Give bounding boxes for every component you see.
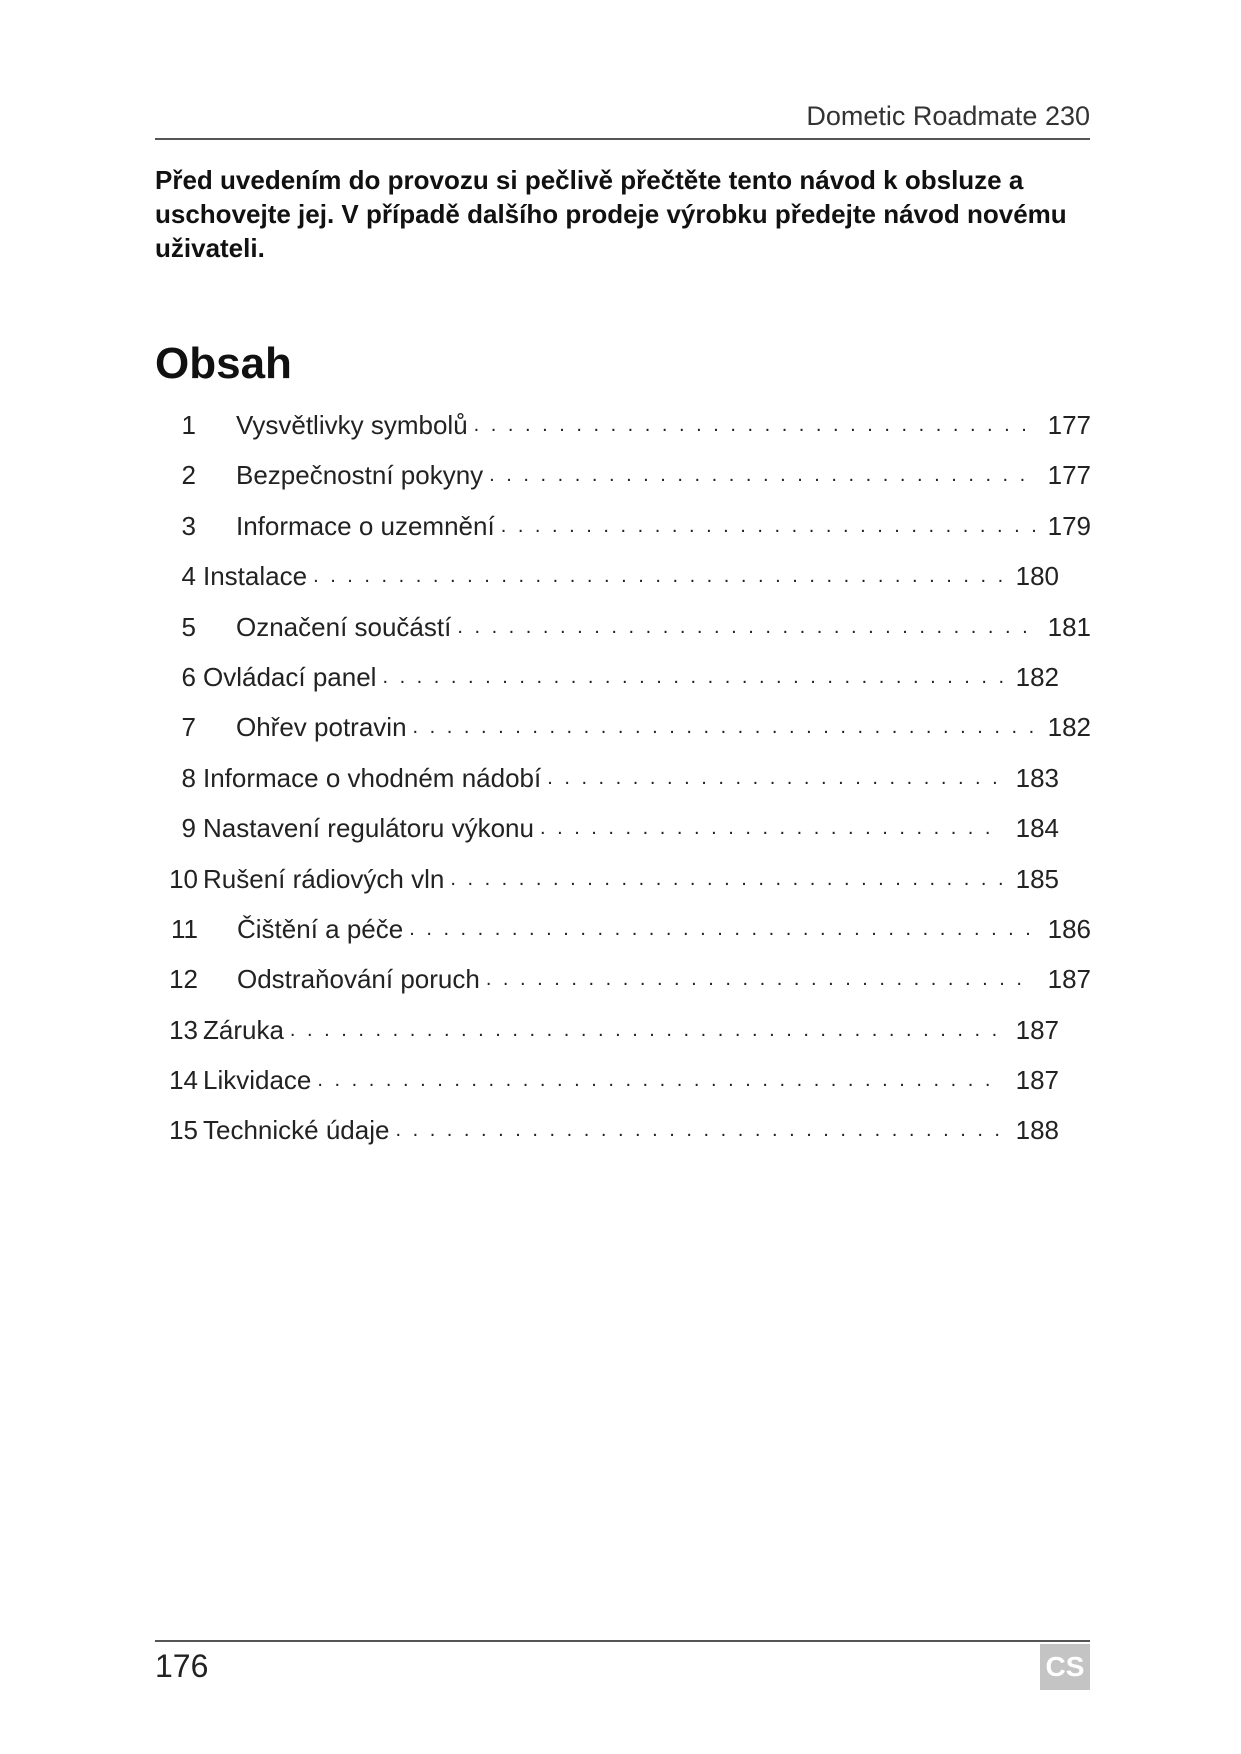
toc-entry-title: Informace o vhodném nádobí [203,762,542,793]
toc-entry-5[interactable] [0,611,1241,661]
toc-leader-dots [382,661,1003,693]
toc-entry-number: 14 [169,1065,198,1096]
toc-leader-dots [413,711,1035,743]
toc-entry-14[interactable] [0,1064,1241,1114]
toc-entry-8[interactable] [0,762,1241,812]
language-badge: CS [1040,1644,1090,1690]
toc-entry-page: 182 [1047,712,1091,743]
toc-entry-page: 177 [1047,410,1091,440]
toc-entry-number: 9 [181,813,196,844]
toc-leader-dots [317,1064,1003,1096]
toc-leader-dots [409,913,1035,945]
toc-entry-number: 7 [181,712,196,743]
toc-entry-title: Technické údaje [203,1115,390,1146]
toc-entry-9[interactable] [0,812,1241,862]
toc-leader-dots [457,611,1035,643]
toc-heading: Obsah [155,339,292,388]
toc-entry-number: 13 [169,1014,198,1045]
toc-entry-number: 10 [169,863,198,894]
toc-entry-number: 1 [181,410,196,440]
toc-entry-title: Čištění a péče [237,913,404,944]
toc-entry-page: 183 [1015,762,1059,793]
toc-entry-page: 177 [1047,460,1091,491]
toc-entry-11[interactable] [0,913,1241,963]
toc-entry-10[interactable] [0,863,1241,913]
toc-entry-title: Ovládací panel [203,661,377,692]
toc-leader-dots [501,510,1035,542]
toc-entry-page: 185 [1015,863,1059,894]
intro-paragraph: Před uvedením do provozu si pečlivě přečtěte tento návod k obsluze a uschovejte jej. V případě dalšího prodeje výrobku předejte návod novému uživateli. [155,165,1067,263]
toc-entry-page: 187 [1015,1014,1059,1045]
toc-entry-13[interactable] [0,1014,1241,1064]
toc-entry-number: 11 [171,913,198,944]
toc-entry-title: Vysvětlivky symbolů [236,410,468,440]
page-number: 176 [155,1648,209,1684]
toc-entry-number: 12 [169,964,198,995]
toc-leader-dots [540,812,1003,844]
toc-entry-7[interactable] [0,711,1241,761]
toc-entry-6[interactable] [0,661,1241,711]
toc-entry-title: Bezpečnostní pokyny [236,460,484,491]
footer-divider [155,1640,1090,1642]
toc-leader-dots [474,409,1035,441]
toc-entry-page: 188 [1015,1115,1059,1146]
toc-leader-dots [395,1114,1003,1146]
toc-entry-4[interactable] [0,560,1241,610]
toc-leader-dots [313,560,1003,592]
toc-entry-number: 2 [181,460,196,491]
toc-entry-12[interactable] [0,963,1241,1013]
toc-entry-page: 181 [1047,611,1091,642]
toc-entry-title: Instalace [203,561,308,592]
header-divider [155,138,1090,140]
toc-entry-15[interactable] [0,1114,1241,1164]
toc-entry-page: 187 [1047,964,1091,995]
toc-entry-number: 8 [181,762,196,793]
toc-entry-page: 179 [1047,510,1091,541]
toc-leader-dots [486,963,1035,995]
toc-leader-dots [290,1014,1003,1046]
table-of-contents [0,409,1241,1165]
toc-entry-page: 182 [1015,661,1059,692]
toc-entry-page: 186 [1047,913,1091,944]
document-header-title: Dometic Roadmate 230 [806,101,1090,131]
toc-entry-title: Informace o uzemnění [236,510,495,541]
toc-entry-3[interactable] [0,510,1241,560]
toc-entry-title: Odstraňování poruch [237,964,480,995]
toc-entry-number: 3 [181,510,196,541]
toc-entry-title: Nastavení regulátoru výkonu [203,813,534,844]
toc-entry-title: Záruka [203,1014,284,1045]
toc-entry-page: 187 [1015,1065,1059,1096]
toc-entry-number: 4 [181,561,196,592]
toc-entry-page: 184 [1015,813,1059,844]
toc-entry-2[interactable] [0,459,1241,509]
toc-entry-number: 15 [169,1115,198,1146]
toc-entry-number: 6 [181,661,196,692]
toc-entry-title: Likvidace [203,1065,312,1096]
toc-leader-dots [450,863,1003,895]
toc-entry-1[interactable] [0,409,1241,459]
toc-leader-dots [489,459,1035,491]
toc-entry-title: Označení součástí [236,611,452,642]
toc-leader-dots [547,762,1003,794]
toc-entry-title: Ohřev potravin [236,712,407,743]
toc-entry-title: Rušení rádiových vln [203,863,445,894]
toc-entry-page: 180 [1015,561,1059,592]
toc-entry-number: 5 [181,611,196,642]
